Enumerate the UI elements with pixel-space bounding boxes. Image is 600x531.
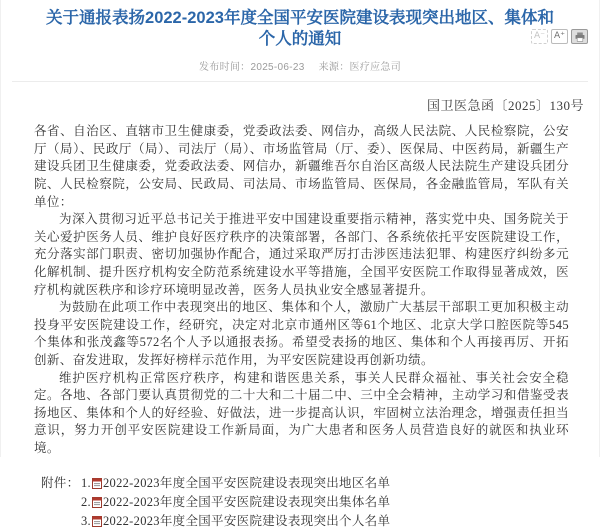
document-body [1, 114, 599, 457]
header-divider [12, 81, 588, 82]
page-title: 关于通报表扬2022-2023年度全国平安医院建设表现突出地区、集体和个人的通知 [46, 9, 554, 48]
paragraph-addressees: 各省、自治区、直辖市卫生健康委，党委政法委、网信办，高级人民法院、人民检察院，公安厅（局）、民政厅（局）、司法厅（局）、市场监管局（厅、委）、医保局、中医药局，新疆生产建设兵团卫生健康委，党委政法委、网信办，新疆维吾尔自治区高级人民法院生产建设兵团分院、人民检察院，公安局、民政局、司法局、市场监管局、医保局，各金融监管局，军队有关单位： [34, 124, 569, 209]
attachment-number: 1. [81, 475, 91, 490]
printer-icon [575, 32, 585, 42]
doc-file-icon [92, 497, 102, 508]
attachment-number: 3. [81, 513, 91, 528]
source-value: 医疗应急司 [349, 62, 402, 74]
paragraph-body-1: 为深入贯彻习近平总书记关于推进平安中国建设重要指示精神，落实党中央、国务院关于关心爱护医务人员、维护良好医疗秩序的决策部署，各部门、各系统依托平安医院建设工作，充分落实部门职责、密切加强协作配合，通过采取严厉打击涉医违法犯罪、构建医疗纠纷多元化解机制、提升医疗机构安全防范系统建设水平等措施，全国平安医院工作取得显著成效，医疗机构就医秩序和诊疗环境明显改善，医务人员执业安全感显著提升。 [34, 212, 569, 297]
doc-file-icon [92, 516, 102, 527]
article-toolbar [531, 29, 588, 44]
article-meta [1, 58, 599, 73]
attachment-link[interactable]: 2022-2023年度全国平安医院建设表现突出地区名单 [102, 475, 391, 490]
publish-date: 2025-06-23 [250, 62, 305, 74]
doc-file-icon [92, 478, 102, 489]
document-number: 国卫医急函〔2025〕130号 [426, 98, 584, 114]
attachment-number: 2. [81, 494, 91, 509]
attachment-item [41, 512, 599, 531]
attachment-item [41, 474, 599, 493]
attachment-item [41, 493, 599, 512]
publish-time-label: 发布时间： [198, 62, 251, 74]
paragraph-body-3: 维护医疗机构正常医疗秩序，构建和谐医患关系，事关人民群众福祉、事关社会安全稳定。各地、各部门要认真贯彻党的二十大和二十届二中、三中全会精神，主动学习和借鉴受表扬地区、集体和个人的好经验、好做法，进一步提高认识，牢固树立法治理念，增强责任担当意识，努力开创平安医院建设工作新局面，为广大患者和医务人员营造良好的就医和执业环境。 [34, 370, 569, 455]
font-increase-button[interactable]: A⁺ [551, 29, 568, 44]
attachments-section [1, 474, 599, 531]
paragraph-body-2: 为鼓励在此项工作中表现突出的地区、集体和个人，激励广大基层干部职工更加积极主动投身平安医院建设工作，经研究，决定对北京市通州区等61个地区、北京大学口腔医院等545个集体和张茂鑫等572名个人予以通报表扬。希望受表扬的地区、集体和个人再接再厉、开拓创新、奋发进取，发挥好榜样示范作用，为平安医院建设再创新功绩。 [34, 300, 569, 367]
attachment-link[interactable]: 2022-2023年度全国平安医院建设表现突出个人名单 [102, 513, 391, 528]
source-label: 来源： [318, 62, 350, 74]
attachment-link[interactable]: 2022-2023年度全国平安医院建设表现突出集体名单 [102, 494, 391, 509]
font-decrease-button[interactable]: A⁻ [531, 29, 548, 44]
print-button[interactable] [571, 29, 588, 44]
attachments-label: 附件： [41, 475, 80, 490]
